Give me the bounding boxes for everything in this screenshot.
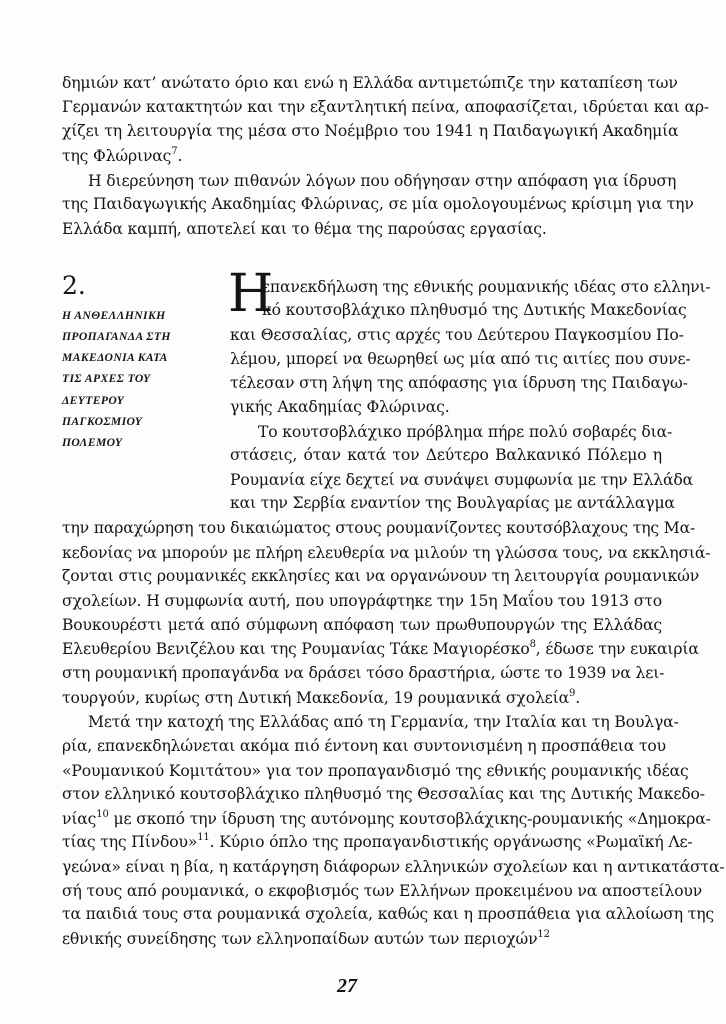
paragraph-line: κεδονίας να μπορούν με πλήρη ελευθερία να μιλούν τη γλώσσα τους, να εκκλησιά- — [62, 543, 711, 562]
paragraph-line: «Ρουμανικού Κομιτάτου» για τον προπαγανδισμό της εθνικής ρουμανικής ιδέας — [62, 761, 689, 780]
paragraph-line: και την Σερβία εναντίον της Βουλγαρίας με αντάλλαγμα — [230, 494, 675, 513]
drop-cap: Η — [228, 263, 274, 324]
section-heading-line: ΠΡΟΠΑΓΑΝΔΑ ΣΤΗ — [62, 330, 171, 344]
line-text: . — [575, 688, 580, 707]
paragraph-line: γικής Ακαδημίας Φλώρινας. — [230, 397, 450, 416]
line-text: . Κύριο όπλο της προπαγανδιστικής οργάνωσης «Ρωμαϊκή Λε- — [209, 833, 693, 852]
section-heading-line: ΔΕΥΤΕΡΟΥ — [62, 393, 125, 407]
section-heading-line: Η ΑΝΘΕΛΛΗΝΙΚΗ — [62, 309, 166, 322]
footnote-ref-11: 11 — [197, 832, 210, 844]
paragraph-line: στον ελληνικό κουτσοβλάχικο πληθυσμό της Θεσσαλίας και της Δυτικής Μακεδο- — [62, 785, 705, 804]
line-text: της Φλώρινας — [62, 146, 172, 165]
section-heading-line: ΜΑΚΕΔΟΝΙΑ ΚΑΤΑ — [62, 351, 168, 365]
section-number: 2. — [62, 270, 86, 300]
paragraph-line: σή τους από ρουμανικά, ο εκφοβισμός των Ελλήνων προκειμένου να αποστείλουν — [62, 881, 703, 900]
page-number: 27 — [337, 975, 357, 997]
paragraph-line: επανεκδήλωση της εθνικής ρουμανικής ιδέας στο ελληνι- — [262, 277, 711, 296]
footnote-ref-9: 9 — [568, 687, 576, 699]
paragraph-line: κό κουτσοβλάχικο πληθυσμό της Δυτικής Μακεδονίας — [262, 301, 687, 320]
paragraph-line: δημιών κατ’ ανώτατο όριο και ενώ η Ελλάδα αντιμετώπιζε την καταπίεση των — [62, 74, 678, 92]
paragraph-line: και Θεσσαλίας, στις αρχές του Δεύτερου Παγκοσμίου Πο- — [230, 325, 684, 344]
section-heading-line: ΠΟΛΕΜΟΥ — [62, 435, 123, 449]
paragraph-line — [62, 929, 550, 949]
line-text: νίας — [62, 809, 97, 828]
line-text: . — [177, 146, 183, 165]
paragraph-line: Το κουτσοβλάχικο πρόβλημα πήρε πολύ σοβαρές δια- — [258, 422, 673, 441]
line-text: με σκοπό την ίδρυση της αυτόνομης κουτσοβλάχικης-ρουμανικής «Δημοκρα- — [108, 809, 711, 828]
paragraph-line: της Παιδαγωγικής Ακαδημίας Φλώρινας, σε μία ομολογουμένως κρίσιμη για την — [62, 195, 694, 214]
paragraph-line: Ελλάδα καμπή, αποτελεί και το θέμα της παρούσας εργασίας. — [62, 219, 547, 238]
paragraph-line: τα παιδιά τους στα ρουμανικά σχολεία, καθώς και η προσπάθεια για αλλοίωση της — [62, 905, 715, 924]
paragraph-line — [62, 688, 580, 708]
paragraph-line: Η διερεύνηση των πιθανών λόγων που οδήγησαν στην απόφαση για ίδρυση — [88, 171, 677, 190]
line-text: τουργούν, κυρίως στη Δυτική Μακεδονία, 19 ρουμανικά σχολεία — [62, 688, 569, 707]
footnote-ref-8: 8 — [529, 639, 536, 651]
paragraph-line: Ρουμανία είχε δεχτεί να συνάψει συμφωνία με την Ελλάδα — [230, 470, 694, 489]
paragraph-line: την παραχώρηση του δικαιώματος στους ρουμανίζοντες κουτσόβλαχους της Μα- — [62, 519, 696, 537]
line-text: τίας της Πίνδου» — [62, 833, 198, 852]
paragraph-line — [62, 639, 699, 659]
paragraph-line: ζονται στις ρουμανικές εκκλησίες και να οργανώνουν τη λειτουργία ρουμανικών — [62, 567, 700, 586]
paragraph-line — [62, 808, 711, 829]
paragraph-line: Μετά την κατοχή της Ελλάδας από τη Γερμανία, την Ιταλία και τη Βουλγα- — [88, 713, 679, 732]
footnote-ref-10: 10 — [96, 808, 109, 820]
paragraph-line — [62, 146, 182, 166]
section-heading — [62, 305, 224, 453]
paragraph-line — [62, 832, 693, 852]
section-heading-line: ΠΑΓΚΟΣΜΙΟΥ — [62, 414, 143, 428]
paragraph-line: τέλεσαν στη λήψη της απόφασης για ίδρυση της Παιδαγω- — [230, 374, 688, 393]
paragraph-line: Βουκουρέστι μετά από σύμφωνη απόφαση των πρωθυπουργών της Ελλάδας — [62, 615, 662, 634]
paragraph-line: γεώνα» είναι η βία, η κατάργηση διάφορων ελληνικών σχολείων και η αντικατάστα- — [62, 858, 725, 876]
paragraph-line: χίζει τη λειτουργία της μέσα στο Νοέμβριο του 1941 η Παιδαγωγική Ακαδημία — [62, 122, 679, 141]
paragraph-line: λέμου, μπορεί να θεωρηθεί ως μία από τις αιτίες που συνε- — [230, 349, 691, 368]
paragraph-line: Γερμανών κατακτητών και την εξαντλητική πείνα, αποφασίζεται, ιδρύεται και αρ- — [62, 97, 710, 116]
line-text: Ελευθερίου Βενιζέλου και της Ρουμανίας Τάκε Μαγιορέσκο — [62, 640, 530, 659]
paragraph-line: σχολείων. Η συμφωνία αυτή, που υπογράφτηκε την 15η Μαΐου του 1913 στο — [62, 592, 662, 610]
line-text: , έδωσε την ευκαιρία — [535, 640, 699, 659]
footnote-ref-7: 7 — [171, 145, 178, 157]
footnote-ref-12: 12 — [537, 929, 550, 940]
paragraph-line: στάσεις, όταν κατά τον Δεύτερο Βαλκανικό Πόλεμο η — [230, 446, 662, 465]
paragraph-line: ρία, επανεκδηλώνεται ακόμα πιό έντονη και συντονισμένη η προσπάθεια του — [62, 736, 666, 755]
section-heading-line: ΤΙΣ ΑΡΧΕΣ ΤΟΥ — [62, 372, 151, 386]
line-text: εθνικής συνείδησης των ελληνοπαίδων αυτών των περιοχών — [62, 930, 538, 948]
paragraph-line: στη ρουμανική προπαγάνδα να δράσει τόσο δραστήρια, ώστε το 1939 να λει- — [62, 663, 665, 682]
